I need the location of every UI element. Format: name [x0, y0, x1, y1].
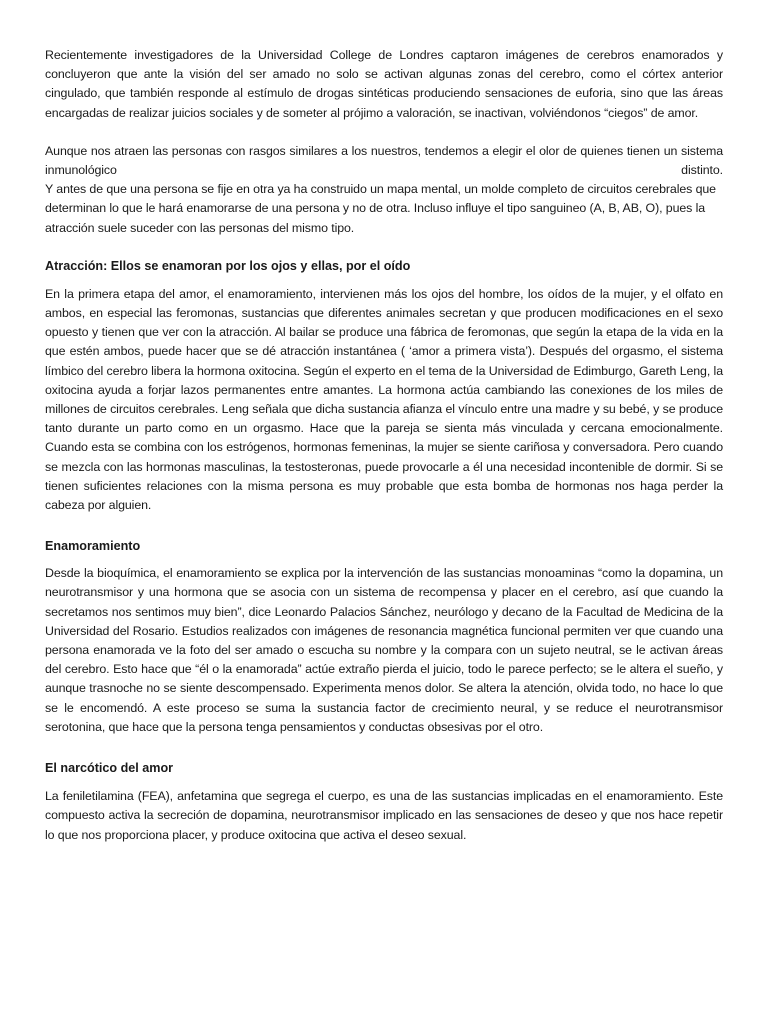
document-page	[45, 46, 723, 845]
heading-narcotico: El narcótico del amor	[45, 761, 174, 776]
paragraph-line-sistema-inmunologico: Aunque nos atraen las personas con rasgos similares a los nuestros, tendemos a elegir el olor de quienes tienen un sistema inmunológico distinto.	[45, 143, 723, 178]
paragraph-feniletilamina: La feniletilamina (FEA), anfetamina que segrega el cuerpo, es una de las sustancias implicadas en el enamoramiento. Este compuesto activa la secreción de dopamina, neurotransmisor implicado en las sensaciones de deseo y que nos hace repetir lo que nos proporciona placer, y produce oxitocina que activa el deseo sexual.	[45, 789, 723, 842]
heading-atraccion: Atracción: Ellos se enamoran por los ojos y ellas, por el oído	[45, 258, 411, 273]
paragraph-primera-etapa: En la primera etapa del amor, el enamoramiento, intervienen más los ojos del hombre, los oídos de la mujer, y el olfato en ambos, en especial las feromonas, sustancias que diferentes animales secretan y que producen modificaciones en el sexo opuesto y tienen que ver con la atracción. Al bailar se produce una fábrica de feromonas, que según la etapa de la vida en la que estén ambos, puede hacer que se dé atracción instantánea ( ‘amor a primera vista’). Después del orgasmo, el sistema límbico del cerebro libera la hormona oxitocina. Según el experto en el tema de la Universidad de Edimburgo, Gareth Leng, la oxitocina ayuda a forjar lazos permanentes entre amantes. La hormona actúa cambiando las conexiones de los miles de millones de circuitos cerebrales. Leng señala que dicha sustancia afianza el vínculo entre una madre y su bebé, y se produce tanto durante un parto como en un orgasmo. Hace que la pareja se sienta más vinculada y cercana emocionalmente. Cuando esta se combina con los estrógenos, hormonas femeninas, la mujer se siente cariñosa y conversadora. Pero cuando se mezcla con las hormonas masculinas, la testosteronas, puede provocarle a él una necesidad incontenible de dormir. Si se tienen suficientes relaciones con la misma persona es muy probable que esta bomba de hormonas nos haga perder la cabeza por alguien.	[45, 286, 723, 513]
paragraph-bioquimica: Desde la bioquímica, el enamoramiento se explica por la intervención de las sustancias monoaminas “como la dopamina, un neurotransmisor y una hormona que se asocia con un sistema de recompensa y placer en el cerebro, así que cuando la secretamos nos sentimos muy bien”, dice Leonardo Palacios Sánchez, neurólogo y decano de la Facultad de Medicina de la Universidad del Rosario. Estudios realizados con imágenes de resonancia magnética funcional permiten ver que cuando una persona enamorada ve la foto del ser amado o escucha su nombre y la compara con un sujeto neutral, se le activan áreas del cerebro. Esto hace que “él o la enamorada” actúe extraño pierda el juicio, todo le parece perfecto; se le altera el sueño, y aunque trasnoche no se siente descompensado. Experimenta menos dolor. Se altera la atención, olvida todo, no hace lo que se le encomendó. A este proceso se suma la sustancia factor de crecimiento neural, y se reduce el neurotransmisor serotonina, que hace que la persona tenga pensamientos y conductas obsesivas por el otro.	[45, 566, 723, 734]
paragraph-intro: Recientemente investigadores de la Universidad College de Londres captaron imágenes de cerebros enamorados y concluyeron que ante la visión del ser amado no solo se activan algunas zonas del cerebro, como el córtex anterior cingulado, que también responde al estímulo de drogas sintéticas produciendo sensaciones de euforia, sino que las áreas encargadas de realizar juicios sociales y de someter al prójimo a valoración, se inactivan, volviéndonos “ciegos” de amor.	[45, 48, 723, 120]
paragraph-atraccion-olor	[45, 142, 723, 238]
paragraph-mapa-mental: Y antes de que una persona se fije en otra ya ha construido un mapa mental, un molde completo de circuitos cerebrales que determinan lo que le hará enamorarse de una persona y no de otra. Incluso influye el tipo sanguineo (A, B, AB, O), pues la atracción suele suceder con las personas del mismo tipo.	[45, 182, 716, 235]
heading-enamoramiento: Enamoramiento	[45, 539, 141, 554]
